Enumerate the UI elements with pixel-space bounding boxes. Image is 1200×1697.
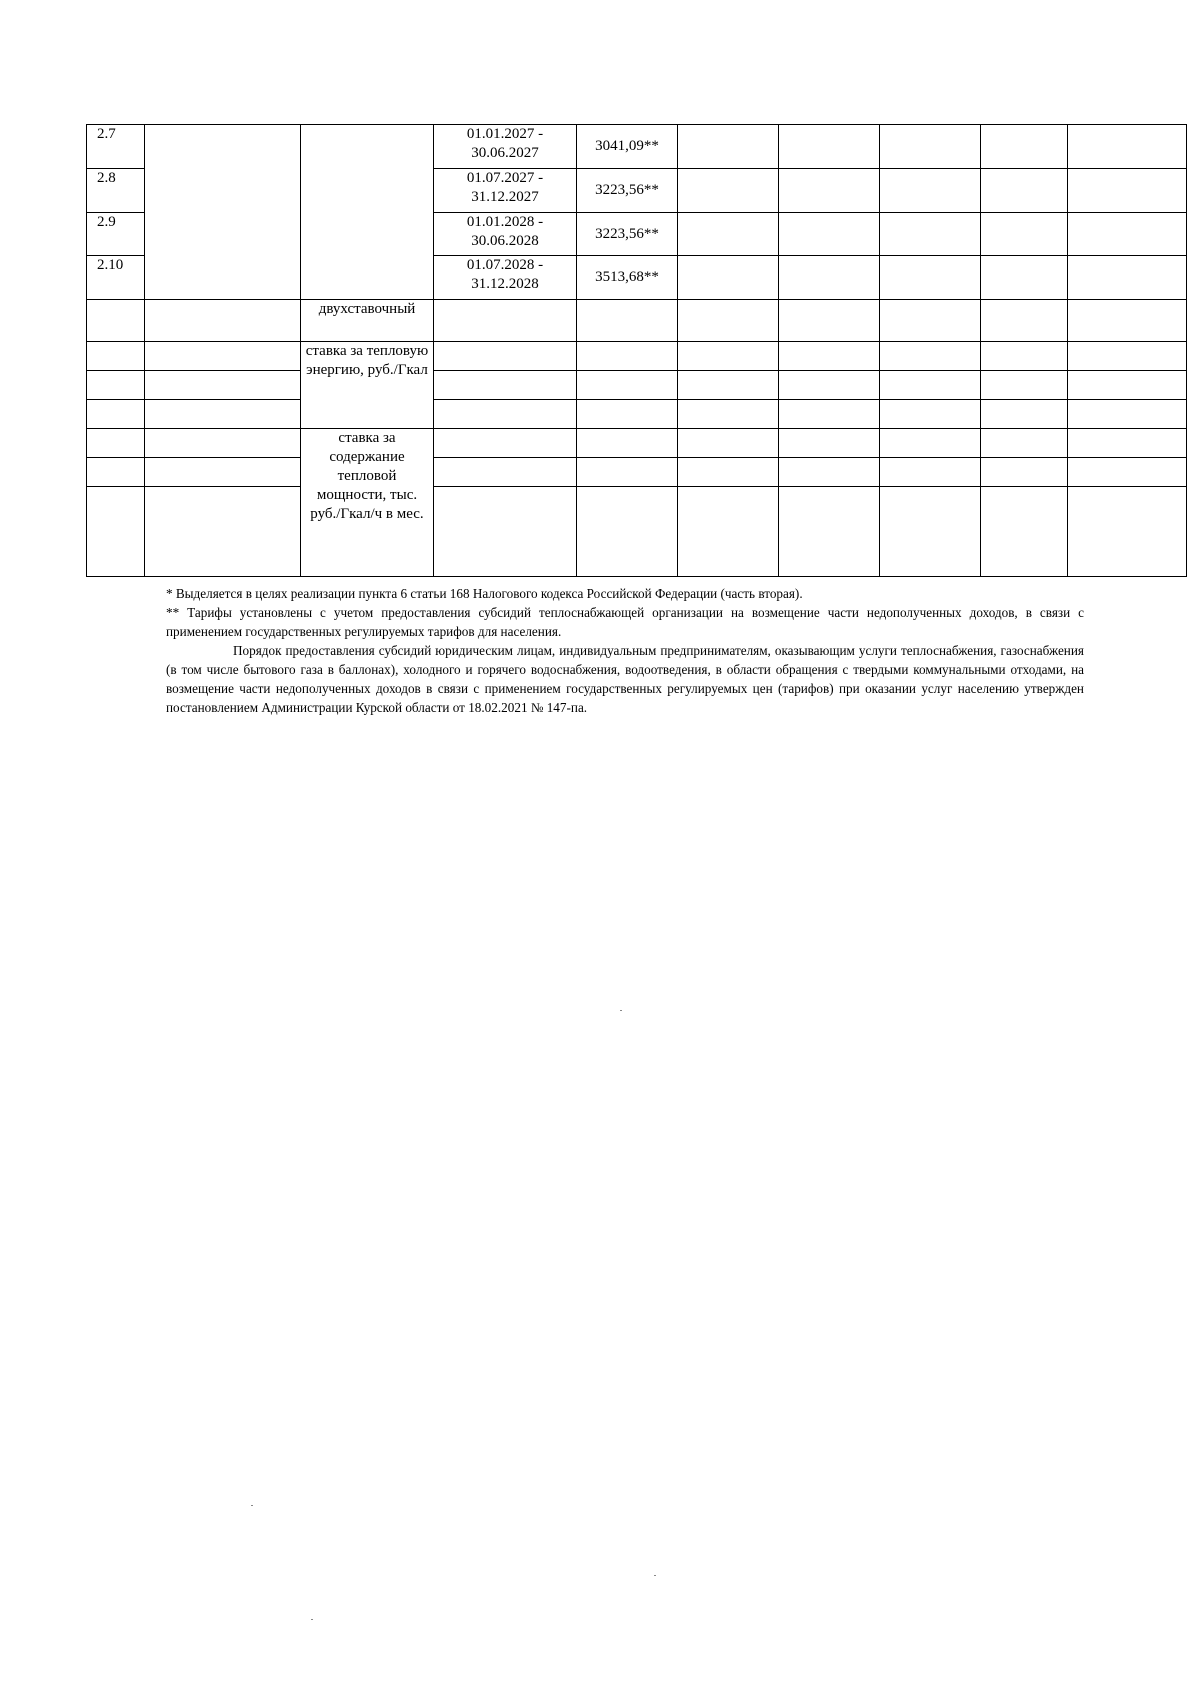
empty-cell	[577, 342, 678, 371]
empty-cell	[880, 429, 981, 458]
empty-cell	[87, 400, 145, 429]
empty-cell	[981, 125, 1068, 169]
empty-cell	[779, 213, 880, 256]
value-cell: 3041,09**	[577, 125, 678, 169]
empty-cell	[87, 371, 145, 400]
capacity-rate-label: ставка за содержание тепловой мощности, тыс. руб./Гкал/ч в мес.	[301, 429, 434, 577]
empty-cell	[880, 256, 981, 300]
empty-cell	[981, 458, 1068, 487]
empty-cell	[981, 300, 1068, 342]
empty-cell	[434, 487, 577, 577]
empty-cell	[981, 256, 1068, 300]
empty-cell	[779, 256, 880, 300]
empty-cell	[678, 300, 779, 342]
empty-cell	[1068, 371, 1187, 400]
scan-speck	[654, 1575, 656, 1576]
table-row	[87, 487, 1187, 577]
empty-cell	[145, 400, 301, 429]
empty-cell	[880, 300, 981, 342]
empty-cell	[145, 458, 301, 487]
empty-cell	[87, 429, 145, 458]
footnote-vat: * Выделяется в целях реализации пункта 6 статьи 168 Налогового кодекса Российской Федерации (часть вторая).	[166, 586, 803, 601]
empty-cell	[678, 371, 779, 400]
empty-cell	[678, 429, 779, 458]
empty-cell	[1068, 458, 1187, 487]
row-number: 2.9	[87, 213, 145, 256]
empty-cell	[779, 125, 880, 169]
empty-cell	[981, 371, 1068, 400]
empty-cell	[880, 371, 981, 400]
empty-cell	[577, 371, 678, 400]
row-number: 2.10	[87, 256, 145, 300]
empty-cell	[779, 487, 880, 577]
empty-cell	[678, 125, 779, 169]
empty-cell	[87, 300, 145, 342]
empty-cell	[678, 169, 779, 213]
empty-cell	[1068, 256, 1187, 300]
empty-cell	[145, 342, 301, 371]
empty-cell	[145, 371, 301, 400]
subsidy-procedure-paragraph: Порядок предоставления субсидий юридическим лицам, индивидуальным предпринимателям, оказывающим услуги теплоснабжения, газоснабжения (в том числе бытового газа в баллонах), холодного и горячего водоснабжения, водоотведения, в области обращения с твердыми коммунальными отходами, на возмещение части недополученных доходов в связи с применением государственных регулируемых цен (тарифов) при оказании услуг населению утвержден постановлением Администрации Курской области от 18.02.2021 № 147-па.	[166, 643, 1084, 715]
empty-cell	[145, 300, 301, 342]
table-row	[87, 342, 1187, 371]
scan-speck	[251, 1505, 253, 1506]
tariff-table	[86, 124, 1187, 577]
empty-cell	[577, 300, 678, 342]
empty-cell	[577, 429, 678, 458]
empty-cell	[1068, 300, 1187, 342]
empty-cell	[880, 125, 981, 169]
empty-cell	[1068, 169, 1187, 213]
empty-cell	[779, 169, 880, 213]
empty-cell	[779, 400, 880, 429]
table-row	[87, 400, 1187, 429]
empty-cell	[981, 400, 1068, 429]
empty-cell	[1068, 342, 1187, 371]
empty-cell	[779, 371, 880, 400]
empty-cell	[434, 371, 577, 400]
empty-cell	[87, 342, 145, 371]
value-cell: 3223,56**	[577, 213, 678, 256]
table-row	[87, 371, 1187, 400]
footnote-subsidy: ** Тарифы установлены с учетом предоставления субсидий теплоснабжающей организации на возмещение части недополученных доходов, в связи с применением государственных регулируемых тарифов для населения.	[166, 605, 1084, 639]
empty-cell	[434, 429, 577, 458]
empty-cell	[779, 458, 880, 487]
empty-cell	[678, 342, 779, 371]
scan-speck	[620, 1010, 622, 1011]
empty-cell	[87, 487, 145, 577]
empty-cell	[1068, 400, 1187, 429]
period-cell: 01.07.2028 - 31.12.2028	[434, 256, 577, 300]
table-row	[87, 458, 1187, 487]
empty-cell	[981, 213, 1068, 256]
empty-cell	[678, 400, 779, 429]
table-row	[87, 125, 1187, 169]
empty-cell	[87, 458, 145, 487]
empty-cell	[1068, 429, 1187, 458]
empty-cell	[981, 342, 1068, 371]
row-number: 2.7	[87, 125, 145, 169]
two-part-label: двухставочный	[301, 300, 434, 342]
empty-cell	[880, 342, 981, 371]
heat-rate-label: ставка за тепловую энергию, руб./Гкал	[301, 342, 434, 429]
empty-cell	[145, 487, 301, 577]
empty-cell	[880, 458, 981, 487]
value-cell: 3513,68**	[577, 256, 678, 300]
empty-cell	[779, 429, 880, 458]
empty-cell	[1068, 125, 1187, 169]
empty-cell	[434, 400, 577, 429]
empty-cell	[145, 429, 301, 458]
empty-cell	[145, 125, 301, 300]
empty-cell	[434, 458, 577, 487]
empty-cell	[981, 429, 1068, 458]
empty-cell	[434, 342, 577, 371]
empty-cell	[678, 487, 779, 577]
empty-cell	[880, 487, 981, 577]
empty-cell	[577, 458, 678, 487]
empty-cell	[1068, 213, 1187, 256]
empty-cell	[577, 487, 678, 577]
empty-cell	[880, 400, 981, 429]
empty-cell	[678, 213, 779, 256]
period-cell: 01.01.2027 - 30.06.2027	[434, 125, 577, 169]
scan-speck	[311, 1619, 313, 1620]
empty-cell	[577, 400, 678, 429]
period-cell: 01.01.2028 - 30.06.2028	[434, 213, 577, 256]
empty-cell	[880, 169, 981, 213]
empty-cell	[301, 125, 434, 300]
empty-cell	[1068, 487, 1187, 577]
period-cell: 01.07.2027 - 31.12.2027	[434, 169, 577, 213]
empty-cell	[880, 213, 981, 256]
table-row	[87, 300, 1187, 342]
table-row	[87, 429, 1187, 458]
value-cell: 3223,56**	[577, 169, 678, 213]
empty-cell	[678, 458, 779, 487]
empty-cell	[434, 300, 577, 342]
empty-cell	[779, 300, 880, 342]
empty-cell	[779, 342, 880, 371]
row-number: 2.8	[87, 169, 145, 213]
empty-cell	[981, 487, 1068, 577]
empty-cell	[981, 169, 1068, 213]
footnotes	[166, 584, 1084, 717]
empty-cell	[678, 256, 779, 300]
